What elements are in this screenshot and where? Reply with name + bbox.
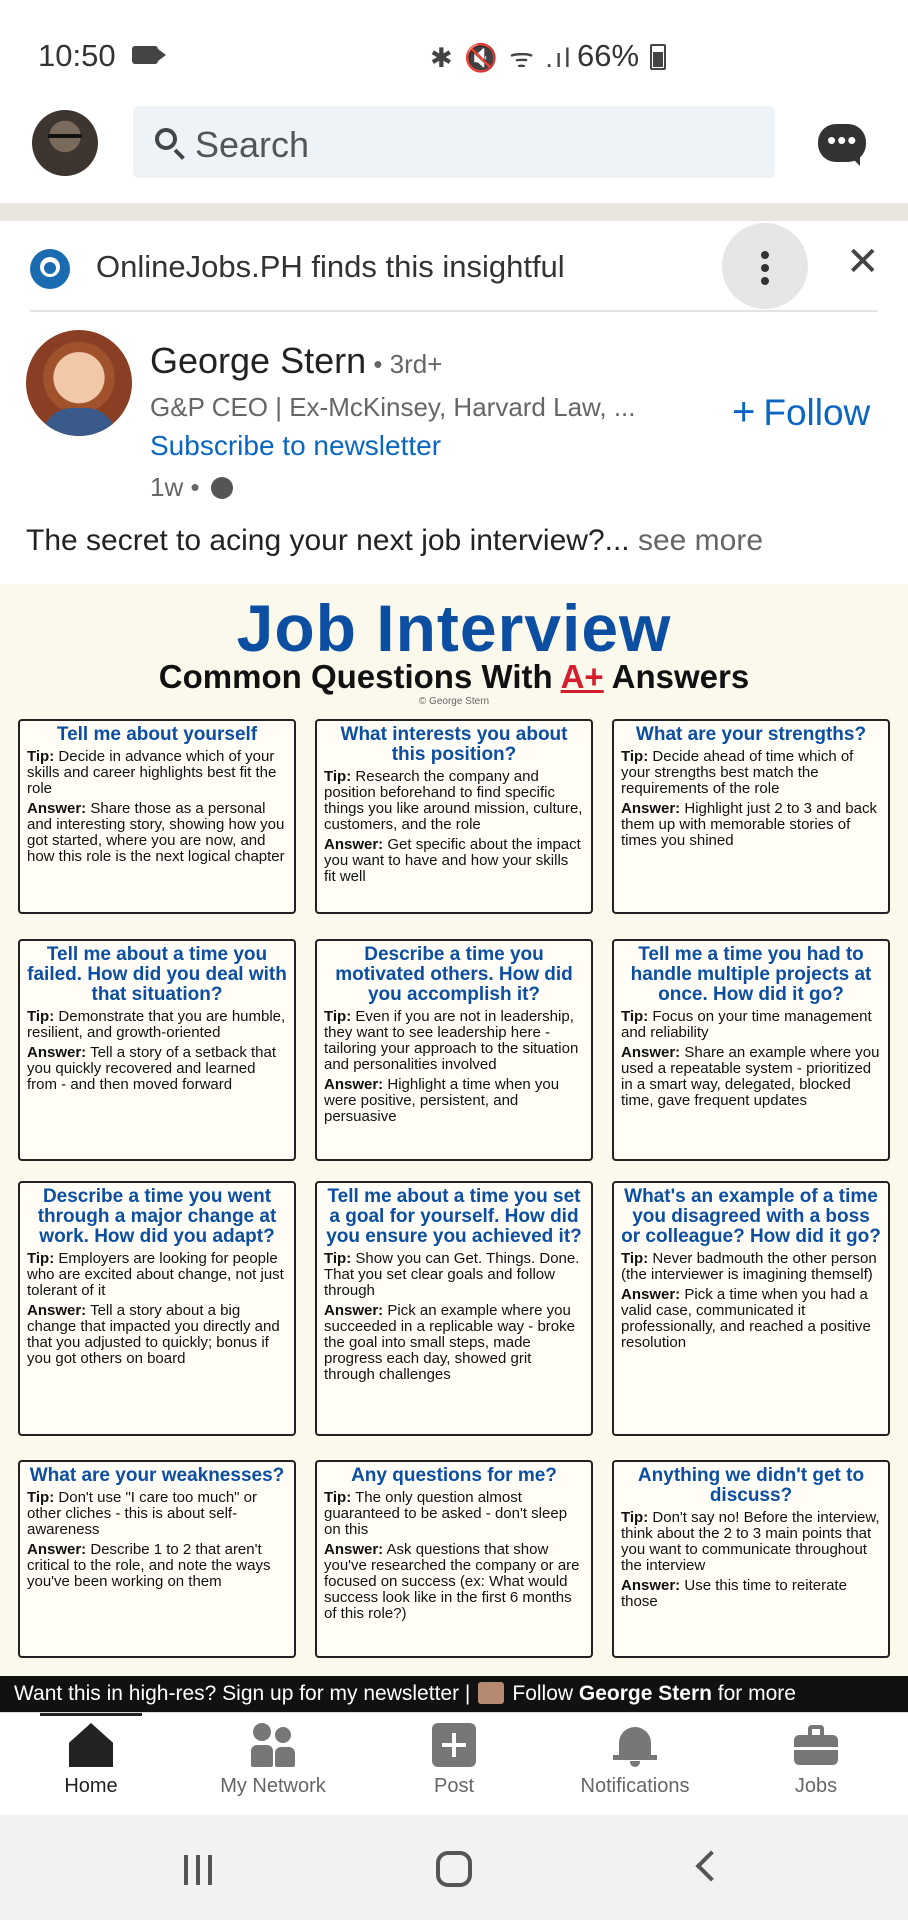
- question-title: Tell me about yourself: [56, 724, 258, 745]
- question-card: [612, 939, 890, 1161]
- question-title: What interests you about this position?: [340, 724, 568, 765]
- connection-degree: • 3rd+: [366, 349, 443, 379]
- question-tip: Tip: Decide in advance which of your skills and career highlights best fit the role: [27, 748, 277, 797]
- bell-icon: [613, 1723, 657, 1767]
- copyright-text: © George Stern: [418, 696, 490, 707]
- status-bar: [0, 0, 908, 112]
- nav-my-network[interactable]: My Network: [188, 1723, 358, 1798]
- globe-icon: [211, 477, 233, 499]
- question-card: [315, 1181, 593, 1436]
- post-text: The secret to acing your next job interview?... see more: [26, 524, 764, 557]
- question-title: Tell me a time you had to handle multiple projects at once. How did it go?: [630, 944, 872, 1005]
- question-card: [612, 719, 890, 914]
- question-title: Describe a time you motivated others. How did you accomplish it?: [335, 944, 573, 1005]
- top-bar: [0, 104, 908, 204]
- more-options-button[interactable]: [722, 223, 808, 309]
- question-tip: Tip: Employers are looking for people who are excited about change, not just tolerant of it: [27, 1250, 284, 1299]
- company-logo-icon[interactable]: [30, 249, 70, 289]
- nav-home[interactable]: Home: [6, 1723, 176, 1798]
- question-answer: Answer: Tell a story of a setback that you quickly recovered and learned from - and then moved forward: [27, 1044, 277, 1093]
- question-title: Anything we didn't get to discuss?: [637, 1465, 865, 1506]
- question-card: [18, 939, 296, 1161]
- profile-avatar[interactable]: [32, 110, 98, 176]
- post-image[interactable]: [0, 584, 908, 1676]
- question-card: [315, 719, 593, 914]
- question-answer: Answer: Share an example where you used a repeatable system - prioritized in a smart way, delegated, blocked time, gave frequent updates: [621, 1044, 880, 1109]
- active-tab-indicator: [40, 1713, 142, 1716]
- author-headline: G&P CEO | Ex-McKinsey, Harvard Law, ...: [150, 392, 636, 422]
- post-icon: [432, 1723, 476, 1767]
- question-card: [18, 719, 296, 914]
- search-input[interactable]: [133, 106, 775, 178]
- search-icon: [155, 128, 177, 150]
- post-divider: [30, 310, 878, 312]
- question-answer: Answer: Share those as a personal and interesting story, showing how you got started, where you are now, and how this role is the next logical chapter: [27, 800, 285, 865]
- status-time: 10:50: [38, 38, 116, 73]
- system-navigation: [0, 1815, 908, 1920]
- newsletter-banner: Want this in high-res? Sign up for my newsletter | Follow George Stern for more: [0, 1676, 908, 1712]
- question-title: Tell me about a time you failed. How did you deal with that situation?: [27, 944, 287, 1005]
- question-tip: Tip: Show you can Get. Things. Done. That you set clear goals and follow through: [324, 1250, 580, 1299]
- home-icon: [69, 1723, 113, 1767]
- question-title: Describe a time you went through a major change at work. How did you adapt?: [37, 1186, 277, 1247]
- question-title: Any questions for me?: [351, 1465, 557, 1486]
- nav-post[interactable]: Post: [369, 1723, 539, 1798]
- question-tip: Tip: Don't say no! Before the interview, think about the 2 to 3 main points that you want to communicate throughout the interview: [621, 1509, 880, 1574]
- question-answer: Answer: Use this time to reiterate those: [621, 1577, 847, 1610]
- question-answer: Answer: Highlight just 2 to 3 and back them up with memorable stories of times you shined: [621, 800, 877, 849]
- recent-apps-button[interactable]: [182, 1855, 218, 1885]
- post-time: 1w •: [150, 472, 233, 503]
- feed-divider: [0, 203, 908, 221]
- question-answer: Answer: Describe 1 to 2 that aren't critical to the role, and note the ways you've been working on them: [27, 1541, 271, 1590]
- bottom-navigation: [0, 1712, 908, 1815]
- camera-icon: [132, 46, 158, 64]
- question-answer: Answer: Highlight a time when you were positive, persistent, and persuasive: [324, 1076, 560, 1125]
- question-title: What's an example of a time you disagreed with a boss or colleague? How did it go?: [621, 1186, 881, 1247]
- question-title: What are your strengths?: [635, 724, 867, 745]
- nav-notifications[interactable]: Notifications: [550, 1723, 720, 1798]
- social-context-bar: [0, 221, 908, 311]
- back-button[interactable]: [695, 1850, 726, 1881]
- question-tip: Tip: Don't use "I care too much" or other cliches - this is about self-awareness: [27, 1489, 257, 1538]
- search-placeholder: Search: [195, 124, 310, 165]
- follow-button[interactable]: + Follow: [732, 390, 871, 434]
- close-icon[interactable]: ✕: [846, 240, 880, 284]
- battery-icon: [650, 44, 666, 70]
- subscribe-newsletter-link[interactable]: Subscribe to newsletter: [150, 430, 442, 461]
- question-card: [18, 1460, 296, 1658]
- question-answer: Answer: Get specific about the impact you want to have and how your skills fit well: [324, 836, 581, 885]
- question-tip: Tip: The only question almost guaranteed to be asked - don't sleep on this: [324, 1489, 568, 1538]
- question-answer: Answer: Pick a time when you had a valid case, communicated it professionally, and reached a positive resolution: [621, 1286, 871, 1351]
- system-home-button[interactable]: [436, 1851, 472, 1887]
- question-title: What are your weaknesses?: [29, 1465, 285, 1486]
- see-more-link[interactable]: see more: [629, 524, 764, 557]
- author-avatar[interactable]: [26, 330, 132, 436]
- question-title: Tell me about a time you set a goal for yourself. How did you ensure you achieved it?: [326, 1186, 582, 1247]
- question-card: [18, 1181, 296, 1436]
- insight-text[interactable]: OnlineJobs.PH finds this insightful: [96, 249, 565, 284]
- question-tip: Tip: Decide ahead of time which of your strengths best match the requirements of the role: [621, 748, 854, 797]
- battery-percent: 66%: [577, 38, 640, 73]
- question-card: [315, 1460, 593, 1658]
- infographic-title: Job Interview: [236, 591, 672, 665]
- question-card: [612, 1181, 890, 1436]
- infographic-subtitle: Common Questions With A+ Answers: [158, 658, 750, 695]
- question-tip: Tip: Demonstrate that you are humble, resilient, and growth-oriented: [27, 1008, 286, 1041]
- question-tip: Tip: Research the company and position beforehand to find specific things you like around mission, culture, customers, and the role: [324, 768, 583, 833]
- question-tip: Tip: Never badmouth the other person (the interviewer is imagining themself): [621, 1250, 877, 1283]
- question-tip: Tip: Focus on your time management and reliability: [621, 1008, 872, 1041]
- question-card: [612, 1460, 890, 1658]
- nav-jobs[interactable]: Jobs: [731, 1723, 901, 1798]
- author-thumbnail: [478, 1682, 504, 1704]
- author-name[interactable]: George Stern • 3rd+: [150, 340, 443, 381]
- question-answer: Answer: Pick an example where you succeeded in a replicable way - broke the goal into small steps, made progress each day, showed grit through challenges: [324, 1302, 575, 1383]
- question-answer: Answer: Tell a story about a big change that impacted you directly and that you adjusted to quickly; bonus if you got others on board: [27, 1302, 280, 1367]
- question-tip: Tip: Even if you are not in leadership, they want to see leadership here - tailoring your approach to the situation and personalities involved: [324, 1008, 579, 1073]
- briefcase-icon: [794, 1723, 838, 1767]
- kebab-icon: [761, 251, 769, 259]
- question-card: [315, 939, 593, 1161]
- my-network-icon: [251, 1723, 295, 1767]
- messaging-icon[interactable]: •••: [818, 124, 866, 162]
- question-answer: Answer: Ask questions that show you've researched the company or are focused on success (ex: What would success look like in the first 6 months of this role?): [324, 1541, 580, 1622]
- status-icons: ✱ 🔇 ᯤ .ıl: [430, 43, 573, 73]
